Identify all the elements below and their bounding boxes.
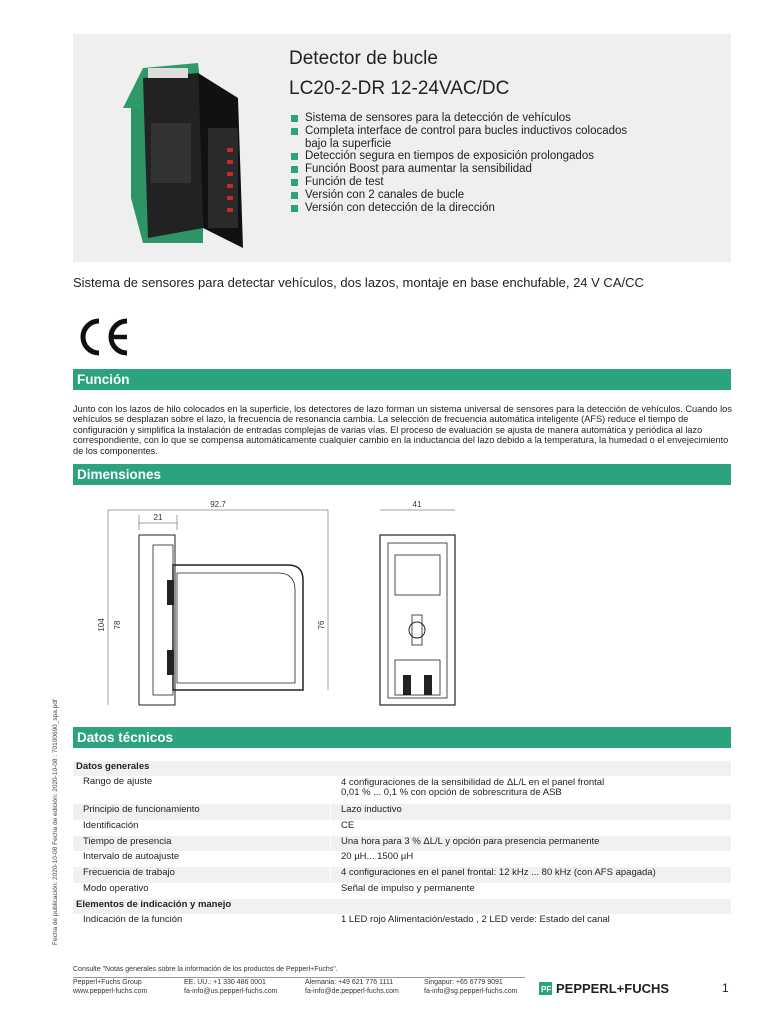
page-number: 1 (722, 981, 729, 995)
table-row (73, 883, 731, 899)
brand-name: PEPPERL+FUCHS (556, 981, 670, 996)
feature-item: Completa interface de control para bucles inductivos colocados bajo la superficie (291, 125, 635, 151)
dim-total-width: 92.7 (210, 500, 226, 509)
row-value: 1 LED rojo Alimentación/estado , 2 LED verde: Estado del canal (341, 913, 610, 925)
function-text: Junto con los lazos de hilo colocados en la superficie, los detectores de lazo forman un sistema universal de sensores para la detección de vehículos. Cuando los vehículos se desplazan sobre el lazo, la frecuencia de resonancia cambia. La selección de frecuencia automática inteligente (AFS) reduce el tiempo de configuración y simplifica la instalación de entradas complejas de varias vías. El proceso de evaluación se ajusta de manera automática y periódica al lazo correspondiente, con lo que se compensa automáticamente cualquier cambio en la inductancia del lazo debido a la temperatura, la humedad o el envejecimiento de los componentes. (73, 404, 732, 456)
row-label: Indicación de la función (73, 914, 331, 930)
product-hero (73, 34, 731, 262)
row-value: 4 configuraciones de la sensibilidad de ΔL/L en el panel frontal 0,01 % ... 0,1 % con opción de sobrescritura de ASB (341, 777, 605, 798)
publication-date-note: Fecha de publicación: 2020-10-08 Fecha de edición: 2020-10-08 : 70100690_spa.pdf (52, 699, 59, 945)
row-label: Tiempo de presencia (73, 836, 331, 852)
feature-item: Sistema de sensores para la detección de vehículos (291, 112, 635, 125)
feature-item: Función de test (291, 176, 635, 189)
footer-divider (73, 977, 525, 978)
row-label: Principio de funcionamiento (73, 804, 331, 820)
svg-text:PF: PF (541, 985, 552, 994)
dim-depth: 41 (412, 500, 422, 509)
dim-front-width: 21 (153, 513, 163, 522)
dimension-drawing (73, 495, 473, 715)
row-value: Lazo inductivo (331, 804, 732, 820)
dim-body-height: 76 (317, 620, 326, 630)
product-model: LC20-2-DR 12-24VAC/DC (289, 78, 510, 99)
product-title: Detector de bucle (289, 48, 438, 69)
footer-col-singapore: Singapur: +65 6779 9091 fa-info@sg.pepperl-fuchs.com (424, 979, 518, 995)
footer-col-usa: EE. UU.: +1 330 486 0001 fa-info@us.pepperl-fuchs.com (184, 979, 278, 995)
product-image (103, 48, 255, 248)
table-group-row (73, 761, 731, 776)
group-label: Datos generales (73, 761, 731, 776)
footer-col-group: Pepperl+Fuchs Group www.pepperl-fuchs.com (73, 979, 148, 995)
ce-mark-icon (73, 317, 133, 357)
table-row (73, 836, 731, 852)
row-value: 20 µH... 1500 µH (341, 851, 414, 863)
footer-note: Consulte "Notas generales sobre la información de los productos de Pepperl+Fuchs". (73, 966, 338, 973)
feature-item: Detección segura en tiempos de exposición prolongados (291, 150, 635, 163)
row-label: Intervalo de autoajuste (73, 851, 331, 867)
row-value: 4 configuraciones en el panel frontal: 12 kHz ... 80 kHz (con AFS apagada) (331, 867, 732, 883)
row-label: Identificación (73, 820, 331, 836)
section-dimensions-title: Dimensiones (73, 464, 731, 485)
table-group-row (73, 899, 731, 914)
table-row (73, 776, 731, 804)
row-label: Rango de ajuste (73, 776, 331, 804)
row-value: Señal de impulso y permanente (341, 882, 475, 894)
row-label: Modo operativo (73, 883, 331, 899)
group-label: Elementos de indicación y manejo (73, 899, 731, 914)
table-row (73, 851, 731, 867)
feature-item: Versión con 2 canales de bucle (291, 189, 635, 202)
dim-inner-height: 78 (113, 620, 122, 630)
table-row (73, 820, 731, 836)
feature-item: Función Boost para aumentar la sensibilidad (291, 163, 635, 176)
section-function-title: Función (73, 369, 731, 390)
dim-total-height: 104 (97, 618, 106, 632)
footer-col-germany: Alemania: +49 621 776 1111 fa-info@de.pepperl-fuchs.com (305, 979, 399, 995)
row-value: Una hora para 3 % ΔL/L y opción para presencia permanente (331, 836, 732, 852)
section-technical-title: Datos técnicos (73, 727, 731, 748)
feature-item: Versión con detección de la dirección (291, 202, 635, 215)
row-value: CE (341, 819, 355, 831)
table-row (73, 867, 731, 883)
row-label: Frecuencia de trabajo (73, 867, 331, 883)
product-description: Sistema de sensores para detectar vehículos, dos lazos, montaje en base enchufable, 24 V CA/CC (73, 275, 644, 290)
feature-list (291, 112, 635, 214)
technical-table (73, 761, 731, 930)
table-row (73, 804, 731, 820)
table-row (73, 914, 731, 930)
